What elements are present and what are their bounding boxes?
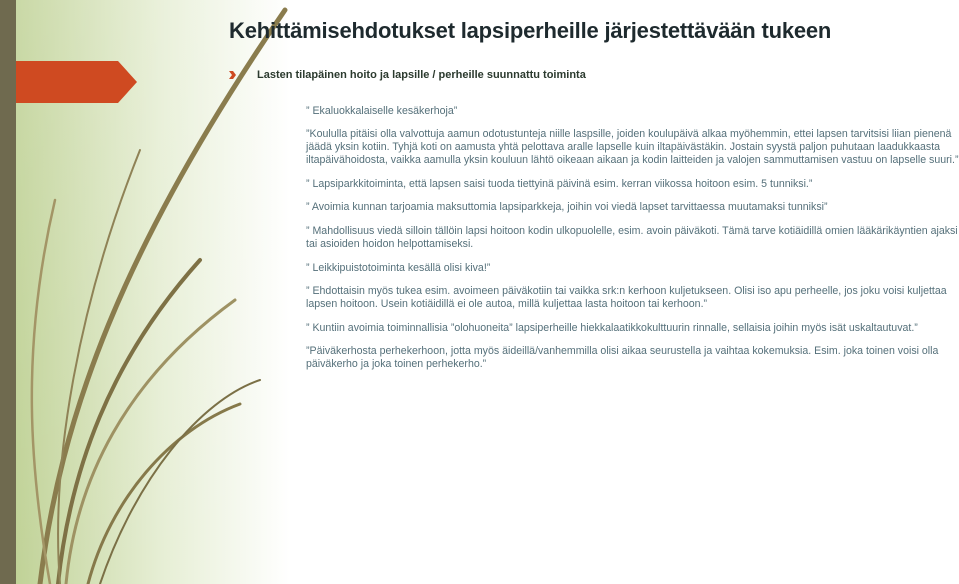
slide-title: Kehittämisehdotukset lapsiperheille järjestettävään tukeen xyxy=(229,18,832,43)
list-item: ” Lapsiparkkitoiminta, että lapsen saisi tuoda tiettyinä päivinä esim. kerran viikossa hoitoon esim. 5 tunniksi.” xyxy=(306,177,813,190)
list-item: ” Kuntiin avoimia toiminnallisia ”olohuoneita” lapsiperheille hiekkalaatikkokulttuurin rinnalle, sellaisia joihin myös isät uskaltautuvat.” xyxy=(306,321,918,334)
bullet-heading xyxy=(229,69,586,81)
list-item: ” Mahdollisuus viedä silloin tällöin lapsi hoitoon kodin ulkopuolelle, esim. avoin päiväkoti. Tämä tarve kotiäidillä omien lääkärikäyntien ajaksi tai asioiden hoidon helpottamiseksi. xyxy=(306,224,958,250)
feedback-list xyxy=(306,94,959,381)
list-item: ” Ekaluokkalaiselle kesäkerhoja” xyxy=(306,104,458,117)
sidebar-bar xyxy=(0,0,16,584)
bullet-text: Lasten tilapäinen hoito ja lapsille / perheille suunnattu toiminta xyxy=(257,69,586,81)
list-item: ” Avoimia kunnan tarjoamia maksuttomia lapsiparkkeja, joihin voi viedä lapset tarvittaessa muutamaksi tunniksi” xyxy=(306,201,828,214)
arrow-shape xyxy=(16,61,137,103)
list-item: ”Koululla pitäisi olla valvottuja aamun odotustunteja niille laspsille, joiden koulupäivä alkaa myöhemmin, ettei lapsen tarvitsisi liian pienenä jäädä yksin kotiin. Tyhjä koti on aamusta yhtä pelottava aralle lapselle kuin iltapäivästäkin. Jostain syystä paljon puhutaan laadukkaasta iltapäivähoidosta, vaikka aamulla yksin kouluun lähtö oikeaan aikaan ja kodin laitteiden ja valojen sammuttamisen vastuu on lapselle suuri.” xyxy=(306,128,959,167)
arrow-bullet-icon xyxy=(229,70,239,80)
list-item: ” Ehdottaisin myös tukea esim. avoimeen päiväkotiin tai vaikka srk:n kerhoon kuljetukseen. Olisi iso apu perheelle, jos joku voisi kuljettaa lapsen hoitoon. Usein kotiäidillä ei ole autoa, millä kuljettaa lasta hoitoon tai kerhoon.” xyxy=(306,285,947,311)
list-item: ”Päiväkerhosta perhekerhoon, jotta myös äideillä/vanhemmilla olisi aikaa seurustella ja vaihtaa kokemuksia. Esim. joka toinen voisi olla päiväkerho ja joka toinen perhekerho.” xyxy=(306,345,939,371)
list-item: ” Leikkipuistotoiminta kesällä olisi kiva!” xyxy=(306,261,491,274)
